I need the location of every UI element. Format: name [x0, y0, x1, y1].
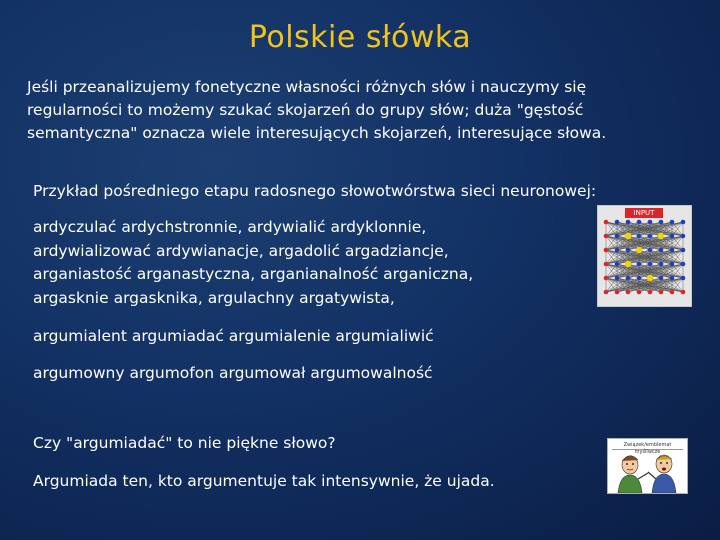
network-node: [637, 234, 642, 239]
word-line: ardyczulać ardychstronnie, ardywialić ardyklonnie,: [33, 218, 427, 236]
network-node: [659, 220, 664, 225]
network-node: [681, 262, 686, 267]
network-node: [648, 220, 653, 225]
network-node: [681, 220, 686, 225]
word-line: ardywializować ardywianacje, argadolić argadziancje,: [33, 241, 449, 260]
active-node: [658, 233, 664, 239]
network-node: [615, 262, 620, 267]
network-node: [681, 290, 686, 295]
network-node: [637, 290, 642, 295]
network-node: [604, 220, 609, 225]
network-node: [626, 276, 631, 281]
network-node: [659, 248, 664, 253]
network-node: [615, 276, 620, 281]
active-node: [625, 233, 631, 239]
network-node: [637, 276, 642, 281]
active-node: [625, 261, 631, 267]
network-node: [659, 290, 664, 295]
network-node: [626, 248, 631, 253]
network-node: [670, 290, 675, 295]
network-node: [670, 248, 675, 253]
network-node: [637, 262, 642, 267]
network-node: [648, 234, 653, 239]
network-node: [648, 248, 653, 253]
question-text: Czy "argumiadać" to nie piękne słowo?: [33, 434, 336, 452]
cartoon-caption: Związek/emblemat myśliwcze: [612, 442, 683, 450]
generated-words-line: argumowny argumofon argumował argumowalność: [33, 364, 433, 382]
arguing-people-cartoon-icon: [607, 438, 688, 494]
generated-words-block: [33, 216, 473, 310]
network-node: [659, 276, 664, 281]
active-node: [647, 275, 653, 281]
network-node: [626, 220, 631, 225]
slide-title: Polskie słówka: [248, 20, 472, 55]
network-node: [681, 276, 686, 281]
cartoon-svg: [608, 439, 687, 493]
network-node: [681, 234, 686, 239]
word-line: argasknie argasknika, argulachny argatywista,: [33, 288, 395, 307]
network-node: [670, 220, 675, 225]
network-node: [670, 262, 675, 267]
generated-words-line: argumialent argumiadać argumialenie argumialiwić: [33, 327, 434, 345]
intro-line: Jeśli przeanalizujemy fonetyczne własności różnych słów i nauczymy się: [27, 78, 587, 96]
network-node: [637, 220, 642, 225]
network-node: [670, 276, 675, 281]
network-node: [615, 290, 620, 295]
network-node: [604, 290, 609, 295]
network-node: [615, 234, 620, 239]
example-heading: Przykład pośredniego etapu radosnego słowotwórstwa sieci neuronowej:: [33, 182, 597, 200]
network-node: [615, 220, 620, 225]
network-node: [604, 234, 609, 239]
neural-network-svg: [598, 206, 691, 306]
intro-line: semantyczna" oznacza wiele interesujących skojarzeń, interesujące słowa.: [27, 124, 607, 142]
word-line: arganiastość arganastyczna, arganianalność arganiczna,: [33, 265, 474, 283]
answer-text: Argumiada ten, kto argumentuje tak intensywnie, że ujada.: [33, 472, 495, 490]
neural-network-input-label: INPUT: [625, 208, 663, 218]
network-node: [604, 248, 609, 253]
network-node: [648, 262, 653, 267]
network-node: [604, 276, 609, 281]
neural-network-icon: [597, 205, 692, 307]
intro-paragraph: [27, 76, 606, 145]
network-node: [648, 290, 653, 295]
network-node: [615, 248, 620, 253]
network-node: [604, 262, 609, 267]
network-node: [659, 262, 664, 267]
network-node: [681, 248, 686, 253]
network-node: [626, 290, 631, 295]
active-node: [636, 247, 642, 253]
network-node: [670, 234, 675, 239]
intro-line: regularności to możemy szukać skojarzeń do grupy słów; duża "gęstość: [27, 101, 584, 119]
